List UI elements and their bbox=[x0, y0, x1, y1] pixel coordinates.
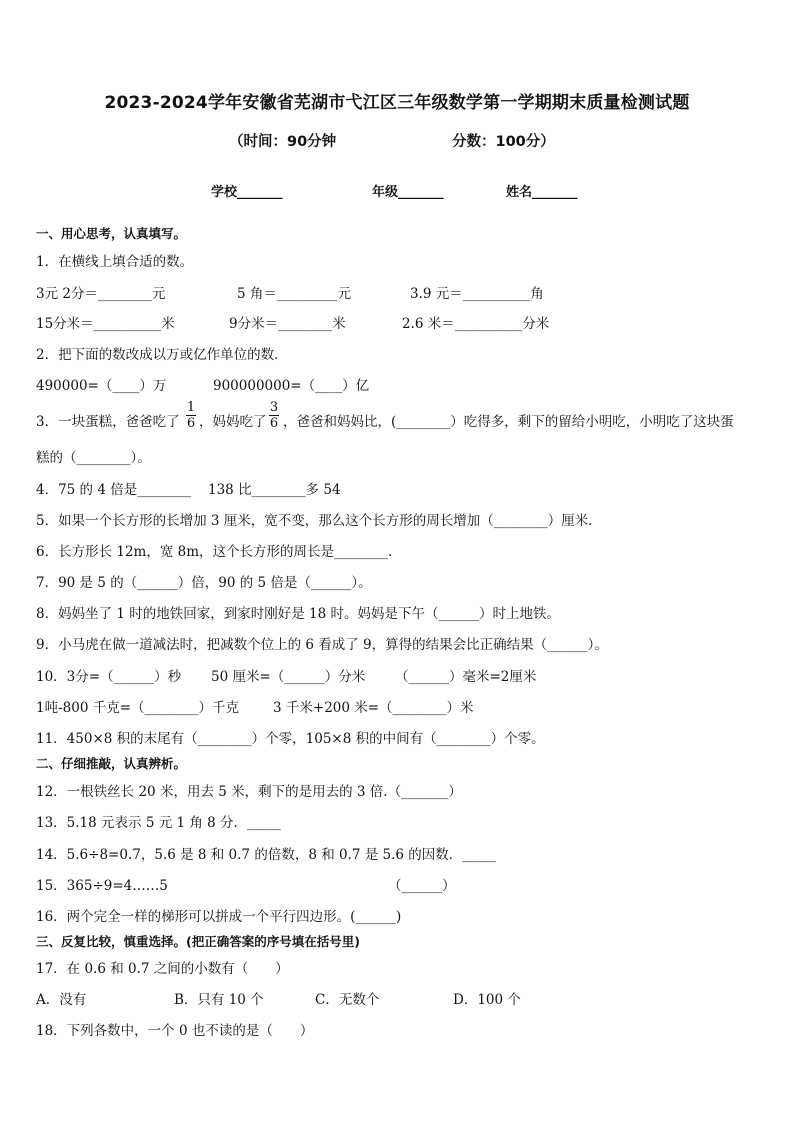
option-17c: C．无数个 bbox=[315, 992, 380, 1008]
fraction-numerator: 3 bbox=[269, 400, 279, 415]
question-2b: 900000000=（____）亿 bbox=[213, 378, 370, 394]
question-3-part1: 3．一块蛋糕，爸爸吃了 bbox=[36, 414, 180, 430]
question-1d: 15分米＝__________米 bbox=[36, 316, 175, 332]
question-15-blank: （______） bbox=[388, 878, 456, 894]
question-1e: 9分米＝________米 bbox=[229, 316, 346, 332]
question-10b: 50 厘米=（______）分米 bbox=[211, 669, 366, 685]
question-1c: 3.9 元＝__________角 bbox=[410, 286, 544, 302]
exam-score: 分数：100分） bbox=[452, 134, 555, 150]
section-3-heading: 三、反复比较，慎重选择。(把正确答案的序号填在括号里) bbox=[36, 934, 360, 949]
question-4b: 138 比________多 54 bbox=[208, 482, 341, 498]
question-16: 16．两个完全一样的梯形可以拼成一个平行四边形。(______) bbox=[36, 909, 402, 925]
question-2: 2．把下面的数改成以万或亿作单位的数． bbox=[36, 347, 288, 363]
question-9: 9．小马虎在做一道减法时，把减数个位上的 6 看成了 9，算得的结果会比正确结果（______）。 bbox=[36, 637, 608, 653]
option-17d: D．100 个 bbox=[453, 992, 521, 1008]
question-2a: 490000=（____）万 bbox=[36, 378, 167, 394]
school-field: 学校_______ bbox=[211, 185, 283, 200]
question-3-part3: ，爸爸和妈妈比，(________）吃得多，剩下的留给小明吃，小明吃了这块蛋 bbox=[283, 414, 734, 430]
question-10c: （______）毫米=2厘米 bbox=[395, 669, 537, 685]
question-7: 7．90 是 5 的（______）倍，90 的 5 倍是（______）。 bbox=[36, 575, 372, 591]
question-17: 17．在 0.6 和 0.7 之间的小数有（ ） bbox=[36, 961, 289, 977]
fraction-three-sixths bbox=[268, 400, 280, 431]
question-12: 12．一根铁丝长 20 米，用去 5 米，剩下的是用去的 3 倍.（_______） bbox=[36, 784, 462, 800]
page-title: 2023-2024学年安徽省芜湖市弋江区三年级数学第一学期期末质量检测试题 bbox=[104, 93, 690, 113]
question-8: 8．妈妈坐了 1 时的地铁回家，到家时刚好是 18 时。妈妈是下午（______）时上地铁。 bbox=[36, 606, 561, 622]
question-14: 14．5.6÷8=0.7，5.6 是 8 和 0.7 的倍数，8 和 0.7 是 5.6 的因数．_____ bbox=[36, 847, 497, 863]
question-6: 6．长方形长 12m，宽 8m，这个长方形的周长是________． bbox=[36, 544, 402, 560]
section-2-heading: 二、仔细推敲，认真辨析。 bbox=[36, 756, 187, 771]
question-5: 5．如果一个长方形的长增加 3 厘米，宽不变，那么这个长方形的周长增加（________）厘米． bbox=[36, 513, 602, 529]
question-1f: 2.6 米＝__________分米 bbox=[402, 316, 550, 332]
name-field: 姓名_______ bbox=[506, 185, 578, 200]
question-13: 13．5.18 元表示 5 元 1 角 8 分．_____ bbox=[36, 815, 281, 831]
fraction-one-sixth bbox=[185, 400, 197, 431]
exam-time: （时间：90分钟 bbox=[229, 134, 337, 150]
option-17a: A．没有 bbox=[36, 992, 87, 1008]
question-3-part2: ，妈妈吃了 bbox=[199, 414, 267, 430]
option-17b: B．只有 10 个 bbox=[174, 992, 264, 1008]
question-10d: 1吨-800 千克=（________）千克 bbox=[36, 700, 240, 716]
question-1b: 5 角＝_________元 bbox=[237, 286, 352, 302]
question-18: 18．下列各数中，一个 0 也不读的是（ ） bbox=[36, 1023, 314, 1039]
question-4a: 4．75 的 4 倍是________ bbox=[36, 482, 192, 498]
fraction-denominator: 6 bbox=[269, 416, 279, 431]
question-3-continued: 糕的（________）。 bbox=[36, 450, 151, 466]
fraction-numerator: 1 bbox=[186, 400, 196, 415]
question-10e: 3 千米+200 米=（________）米 bbox=[273, 700, 474, 716]
question-15: 15．365÷9=4……5 bbox=[36, 878, 168, 894]
question-1a: 3元 2分＝________元 bbox=[36, 286, 166, 302]
fraction-denominator: 6 bbox=[186, 416, 196, 431]
question-1: 1．在横线上填合适的数。 bbox=[36, 254, 194, 270]
section-1-heading: 一、用心思考，认真填写。 bbox=[36, 226, 187, 241]
question-11: 11．450×8 积的末尾有（________）个零，105×8 积的中间有（________）个零。 bbox=[36, 731, 545, 747]
question-10a: 10．3分=（______）秒 bbox=[36, 669, 182, 685]
grade-field: 年级_______ bbox=[372, 185, 444, 200]
